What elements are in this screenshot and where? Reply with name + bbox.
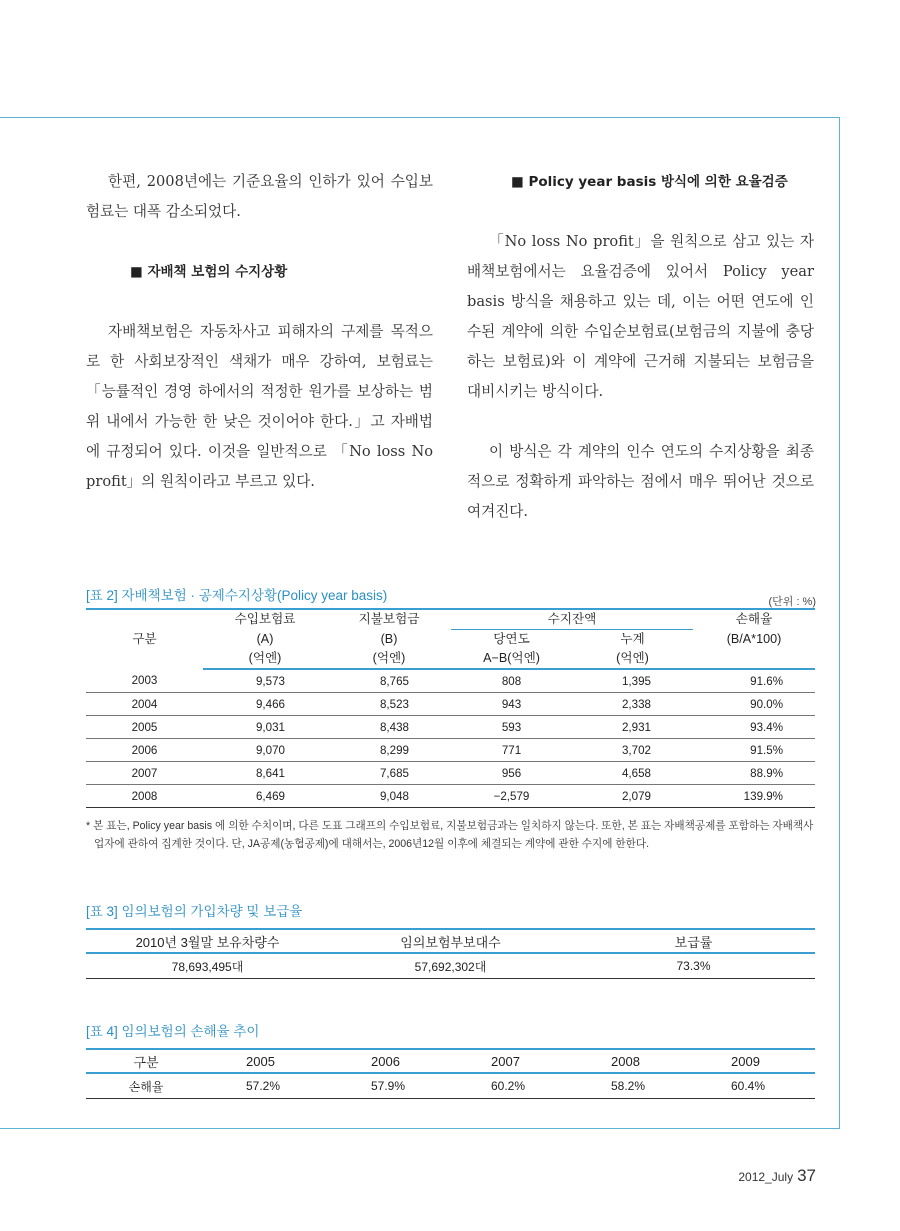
cell-cumulative: 2,931: [572, 716, 693, 739]
page-footer: [738, 1166, 816, 1186]
cell-income: 9,031: [203, 716, 327, 739]
table-row: [86, 716, 815, 739]
cell-loss-ratio: 90.0%: [693, 693, 815, 716]
cell-paid: 9,048: [327, 785, 451, 808]
header-balance: 수지잔액: [451, 609, 693, 630]
cell-paid: 8,299: [327, 739, 451, 762]
header-year: 2007: [451, 1049, 571, 1073]
edition-label: 2012_July: [738, 1170, 794, 1184]
table2-footnote: [86, 817, 821, 853]
header-paid-b: (B): [380, 631, 398, 646]
cell-loss-ratio: 91.5%: [693, 739, 815, 762]
header-cumulative: 누계: [620, 632, 645, 646]
header-coverage-rate: 보급률: [572, 929, 815, 953]
cell-balance: 808: [451, 669, 572, 693]
header-registered-vehicles: 2010년 3월말 보유차량수: [86, 929, 329, 953]
cell-cumulative: 2,079: [572, 785, 693, 808]
cell-balance: −2,579: [451, 785, 572, 808]
table2-unit: (단위 : %): [768, 596, 816, 608]
table4-loss-trend: [86, 1048, 815, 1099]
table-row: [86, 693, 815, 716]
table3-coverage: [86, 928, 815, 979]
cell-loss-ratio: 93.4%: [693, 716, 815, 739]
header-paid-unit: (억엔): [327, 649, 451, 669]
cell-paid: 8,438: [327, 716, 451, 739]
intro-paragraph: 한편, 2008년에는 기준요율의 인하가 있어 수입보험료는 대폭 감소되었다.: [86, 173, 433, 220]
table-row: [86, 669, 815, 693]
table-row: [86, 785, 815, 808]
cell-year: 2003: [86, 669, 203, 693]
cell-income: 8,641: [203, 762, 327, 785]
cell-year: 2008: [86, 785, 203, 808]
cell-paid: 8,765: [327, 669, 451, 693]
cell-year: 2005: [86, 716, 203, 739]
header-year: 2006: [331, 1049, 451, 1073]
cell-paid: 8,523: [327, 693, 451, 716]
header-year: 2008: [571, 1049, 691, 1073]
cell-balance: 943: [451, 693, 572, 716]
header-income-a: (A): [256, 631, 274, 646]
header-income: 수입보험료: [203, 609, 327, 630]
header-gubun: 구분: [86, 609, 203, 669]
cell-label: 손해율: [86, 1073, 206, 1099]
cell-loss-ratio: 139.9%: [693, 785, 815, 808]
header-cumulative-unit: (억엔): [572, 649, 693, 669]
cell-balance: 593: [451, 716, 572, 739]
table4-title: [표 4] 임의보험의 손해율 추이: [86, 1024, 260, 1039]
balance-paragraph: 자배책보험은 자동차사고 피해자의 구제를 목적으로 한 사회보장적인 색채가 매우 강하여, 보험료는 「능률적인 경영 하에서의 적정한 원가를 보상하는 범위 내에서 가능한 한 낮은 것이어야 한다.」고 자배법에 규정되어 있다. 이것을 일반적으로 「No loss No profit」의 원칙이라고 부르고 있다.: [86, 323, 433, 490]
section-heading-balance: ■ 자배책 보험의 수지상황: [130, 264, 288, 280]
policy-year-paragraph-2: 이 방식은 각 계약의 인수 연도의 수지상황을 최종적으로 정확하게 파악하는 점에서 매우 뛰어난 것으로 여겨진다.: [467, 443, 814, 520]
right-column: [467, 167, 814, 527]
header-current-year-formula: A−B(억엔): [451, 649, 572, 669]
cell-year: 2007: [86, 762, 203, 785]
policy-year-paragraph-1: 「No loss No profit」을 원칙으로 삼고 있는 자배책보험에서는 요율검증에 있어서 Policy year basis 방식을 채용하고 있는 데, 이는 어떤 연도에 인수된 계약에 의한 수입순보험료(보험금의 지불에 충당하는 보험료)와 이 계약에 근거해 지불되는 보험금을 대비시키는 방식이다.: [467, 233, 814, 400]
header-year: 2005: [206, 1049, 331, 1073]
table-row: [86, 762, 815, 785]
header-current-year: 당연도: [493, 632, 530, 646]
header-insured-vehicles: 임의보험부보대수: [329, 929, 572, 953]
table-row: [86, 739, 815, 762]
cell-coverage-rate: 73.3%: [572, 953, 815, 979]
header-loss-ratio: 손해율: [693, 609, 815, 630]
cell-loss-ratio: 57.9%: [331, 1073, 451, 1099]
cell-income: 9,573: [203, 669, 327, 693]
cell-loss-ratio: 57.2%: [206, 1073, 331, 1099]
header-loss-formula: (B/A*100): [726, 631, 782, 646]
cell-registered-vehicles: 78,693,495대: [86, 953, 329, 979]
header-income-unit: (억엔): [203, 649, 327, 669]
cell-loss-ratio: 60.4%: [691, 1073, 815, 1099]
cell-loss-ratio: 88.9%: [693, 762, 815, 785]
cell-cumulative: 4,658: [572, 762, 693, 785]
cell-loss-ratio: 91.6%: [693, 669, 815, 693]
left-column: [86, 167, 433, 497]
section-heading-policy-year: ■ Policy year basis 방식에 의한 요율검증: [511, 174, 788, 190]
cell-cumulative: 3,702: [572, 739, 693, 762]
page-number: 37: [797, 1166, 816, 1185]
cell-insured-vehicles: 57,692,302대: [329, 953, 572, 979]
table2-balance: [86, 608, 815, 808]
cell-balance: 771: [451, 739, 572, 762]
cell-year: 2006: [86, 739, 203, 762]
cell-cumulative: 1,395: [572, 669, 693, 693]
cell-year: 2004: [86, 693, 203, 716]
cell-loss-ratio: 58.2%: [571, 1073, 691, 1099]
header-gubun: 구분: [86, 1049, 206, 1073]
table-row: [86, 1073, 815, 1099]
footnote-text: * 본 표는, Policy year basis 에 의한 수치이며, 다른 도표 그래프의 수입보험료, 지불보험금과는 일치하지 않는다. 또한, 본 표는 자배책공제를 포함하는 자배책사업자에 관하여 집계한 것이다. 단, JA공제(농협공제)에 대해서는, 2006년12월 이후에 체결되는 계약에 관한 수지에 한한다.: [86, 820, 814, 850]
cell-income: 9,466: [203, 693, 327, 716]
cell-cumulative: 2,338: [572, 693, 693, 716]
cell-paid: 7,685: [327, 762, 451, 785]
cell-income: 9,070: [203, 739, 327, 762]
table-row: [86, 953, 815, 979]
table3-title: [표 3] 임의보험의 가입차량 및 보급율: [86, 904, 303, 919]
header-paid: 지불보험금: [327, 609, 451, 630]
cell-income: 6,469: [203, 785, 327, 808]
cell-balance: 956: [451, 762, 572, 785]
table2-title: [표 2] 자배책보험 · 공제수지상황(Policy year basis): [86, 588, 388, 603]
cell-loss-ratio: 60.2%: [451, 1073, 571, 1099]
header-year: 2009: [691, 1049, 815, 1073]
